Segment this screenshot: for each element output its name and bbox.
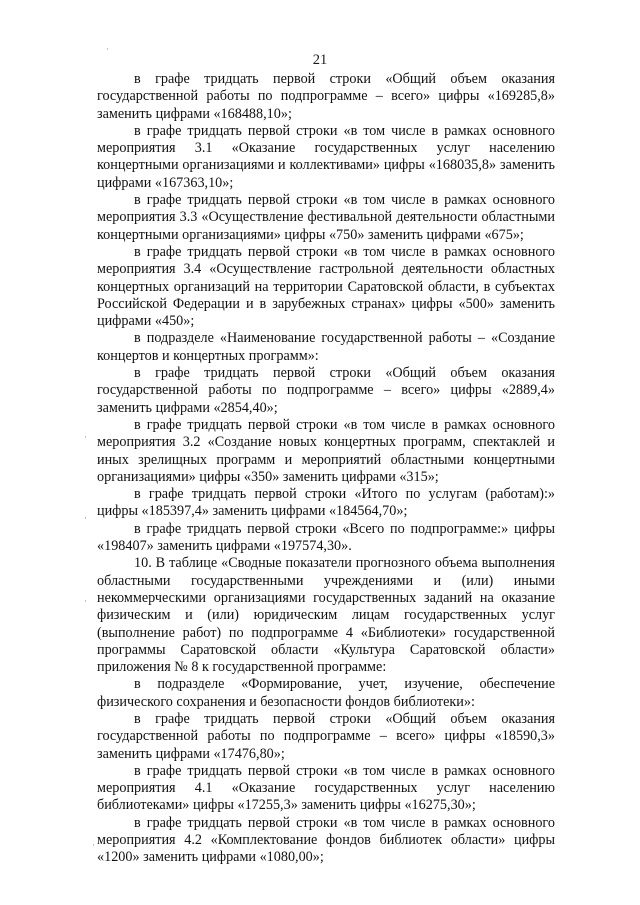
- document-body: [97, 71, 555, 867]
- scan-speck: ·: [92, 841, 95, 851]
- scan-speck: ·: [84, 597, 87, 607]
- scan-speck: ·: [106, 45, 109, 55]
- page-number: 21: [312, 52, 328, 68]
- paragraph: в графе тридцать первой строки «в том числе в рамках основного мероприятия 3.3 «Осуществление фестивальной деятельности областными концертными организациями» цифры «750» заменить цифрами «675»;: [97, 192, 555, 243]
- scan-speck: ·: [84, 514, 87, 524]
- paragraph: в графе тридцать первой строки «в том числе в рамках основного мероприятия 3.4 «Осуществление гастрольной деятельности областных концертных организаций на территории Саратовской области, в субъектах Российской Федерации и в зарубежных странах» цифры «500» заменить цифрами «450»;: [97, 243, 555, 330]
- paragraph: в графе тридцать первой строки «Итого по услугам (работам):» цифры «185397,4» заменить цифрами «184564,70»;: [97, 486, 555, 520]
- paragraph: в графе тридцать первой строки «Общий объем оказания государственной работы по подпрограмме – всего» цифры «2889,4» заменить цифрами «2854,40»;: [97, 365, 555, 416]
- paragraph: 10. В таблице «Сводные показатели прогнозного объема выполнения областными государственными учреждениями и (или) иными некоммерческими организациями государственных заданий на оказание физическим и (или) юридическим лицам государственных услуг (выполнение работ) по подпрограмме 4 «Библиотеки» государственной программы Саратовской области «Культура Саратовской области» приложения № 8 к государственной программе:: [97, 555, 555, 676]
- paragraph: в графе тридцать первой строки «Общий объем оказания государственной работы по подпрограмме – всего» цифры «169285,8» заменить цифрами «168488,10»;: [97, 71, 555, 122]
- scan-speck: ·: [84, 433, 87, 443]
- paragraph: в графе тридцать первой строки «в том числе в рамках основного мероприятия 3.2 «Создание новых концертных программ, спектаклей и иных зрелищных программ и мероприятий областными концертными организациями» цифры «350» заменить цифрами «315»;: [97, 416, 555, 485]
- paragraph: в графе тридцать первой строки «Общий объем оказания государственной работы по подпрограмме – всего» цифры «18590,3» заменить цифрами «17476,80»;: [97, 710, 555, 762]
- paragraph: в подразделе «Формирование, учет, изучение, обеспечение физического сохранения и безопасности фондов библиотеки»:: [97, 676, 555, 710]
- paragraph: в графе тридцать первой строки «Всего по подпрограмме:» цифры «198407» заменить цифрами «197574,30».: [97, 520, 555, 555]
- paragraph: в графе тридцать первой строки «в том числе в рамках основного мероприятия 4.2 «Комплектование фондов библиотек области» цифры «1200» заменить цифрами «1080,00»;: [97, 814, 555, 866]
- paragraph: в подразделе «Наименование государственной работы – «Создание концертов и концертных программ»:: [97, 330, 555, 364]
- paragraph: в графе тридцать первой строки «в том числе в рамках основного мероприятия 3.1 «Оказание государственных услуг населению концертными организациями и коллективами» цифры «168035,8» заменить цифрами «167363,10»;: [97, 122, 555, 191]
- paragraph: в графе тридцать первой строки «в том числе в рамках основного мероприятия 4.1 «Оказание государственных услуг населению библиотеками» цифры «17255,3» заменить цифры «16275,30»;: [97, 762, 555, 814]
